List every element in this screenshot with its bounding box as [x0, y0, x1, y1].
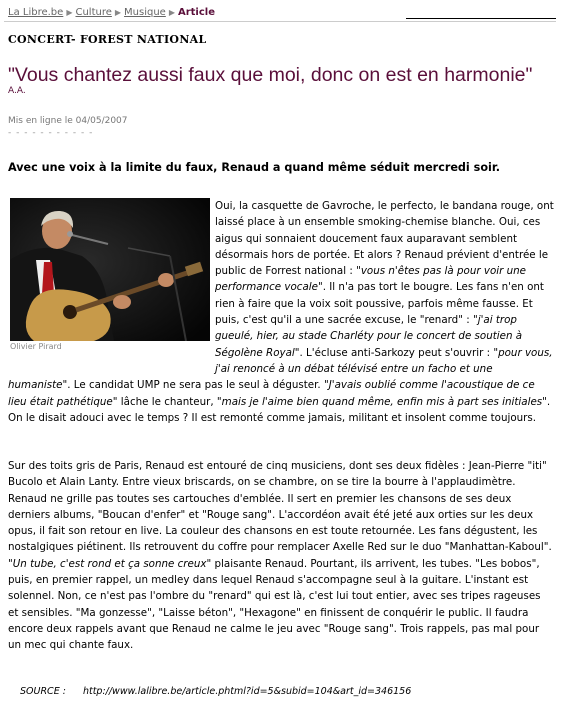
divider	[406, 18, 556, 19]
paragraph-2-text	[8, 460, 552, 651]
breadcrumb-link-culture[interactable]: Culture	[75, 7, 112, 18]
quote-text: "pour vous, j'ai renoncé à un débat télévisé entre un facho et une humaniste"	[8, 346, 553, 392]
chevron-right-icon: ▶	[168, 8, 175, 17]
separator: - - - - - - - - - - -	[8, 128, 94, 138]
quote-text: "vous n'êtes pas là pour voir une performance vocale"	[215, 265, 527, 294]
chevron-right-icon: ▶	[66, 8, 73, 17]
body-text: . L'écluse anti-Sarkozy peut s'ouvrir :	[299, 346, 494, 359]
source-url[interactable]: http://www.lalibre.be/article.phtml?id=5&subid=104&art_id=346156	[82, 686, 412, 697]
article-photo	[10, 198, 210, 341]
singer-photo-image	[10, 198, 210, 341]
body-text: . Il n'a pas tort le bougre. Les fans n'en ont rien à faire que la voix soit poussive, parfois même fausse. Et puis, c'est qu'il a une sacrée excuse, le "renard" :	[215, 281, 544, 327]
article-lead: Avec une voix à la limite du faux, Renaud a quand même séduit mercredi soir.	[8, 161, 501, 174]
article-source	[20, 686, 411, 697]
body-text: . Le candidat UMP ne sera pas le seul à déguster.	[67, 379, 324, 392]
body-text: Oui, la casquette de Gavroche, le perfecto, le bandana rouge, ont laissé place à un ensemble smoking-chemise blanche. Oui, ces aigus qui sonnaient doucement faux auparavant semblent désormais hors de portée. Et alors ? Renaud prévient d'entrée le public de Forrest national :	[215, 200, 554, 278]
body-text: plaisante Renaud. Pourtant, ils arrivent, les tubes. "Les bobos", puis, en premier rappel, un medley dans lequel Renaud s'accompagne seul à la guitare. L'instant est solennel. Non, ce n'est pas l'ombre du "renard" qui est là, c'est lui tout entier, avec ses tripes rageuses et sensibles. "Ma gonzesse", "Laisse béton", "Hexagone" en finissent de conquérir le public. Il faudra encore deux rappels avant que Renaud ne calme le jeu avec "Rouge sang". Trois rappels, pas mal pour un mec qui chante faux.	[8, 557, 541, 652]
quote-text: "j'ai trop gueulé, hier, au stade Charléty pour le concert de soutien à Ségolène Royal"	[215, 314, 523, 359]
publish-date: Mis en ligne le 04/05/2007	[8, 116, 128, 126]
quote-text: "J'avais oublié comme l'acoustique de ce lieu était pathétique"	[8, 379, 535, 408]
body-text: lâche le chanteur,	[117, 395, 217, 408]
breadcrumb-link-home[interactable]: La Libre.be	[8, 7, 64, 18]
article-headline: "Vous chantez aussi faux que moi, donc on est en harmonie"	[8, 64, 533, 86]
source-label: SOURCE :	[20, 686, 66, 697]
body-text: Sur des toits gris de Paris, Renaud est entouré de cinq musiciens, dont ses deux fidèles : Jean-Pierre "iti" Bucolo et Alain Lanty. Entre vieux briscards, on se chambre, on se tire la bourre à l'applaudimètre. Renaud ne grille pas toutes ses cartouches d'emblée. Il sert en premier les chansons de ses deux derniers albums, "Boucan d'enfer" et "Rouge sang". L'accordéon avait été jeté aux orties sur les deux opus, il fait son retour en live. La couleur des chansons en est toute retournée. Les fans dégustent, les nostalgiques piétinent. Ils retrouvent du coffre pour remplacer Axelle Red sur le duo "Manhattan-Kaboul".	[8, 460, 552, 554]
quote-text: "mais je l'aime bien quand même, enfin mis à part ses initiales"	[216, 395, 547, 408]
divider	[4, 21, 556, 22]
quote-text: "Un tube, c'est rond et ça sonne creux"	[8, 557, 212, 570]
breadcrumb	[8, 6, 556, 20]
article-paragraph-2	[8, 458, 554, 654]
photo-credit: Olivier Pirard	[10, 342, 62, 351]
breadcrumb-link-musique[interactable]: Musique	[124, 7, 166, 18]
breadcrumb-current: Article	[177, 7, 216, 18]
section-label: CONCERT- FOREST NATIONAL	[8, 33, 207, 46]
body-text: . On le disait adouci avec le temps ? Il est remonté comme jamais, militant et insolent comme toujours.	[8, 395, 551, 424]
article-author: A.A.	[8, 86, 26, 96]
chevron-right-icon: ▶	[114, 8, 122, 17]
